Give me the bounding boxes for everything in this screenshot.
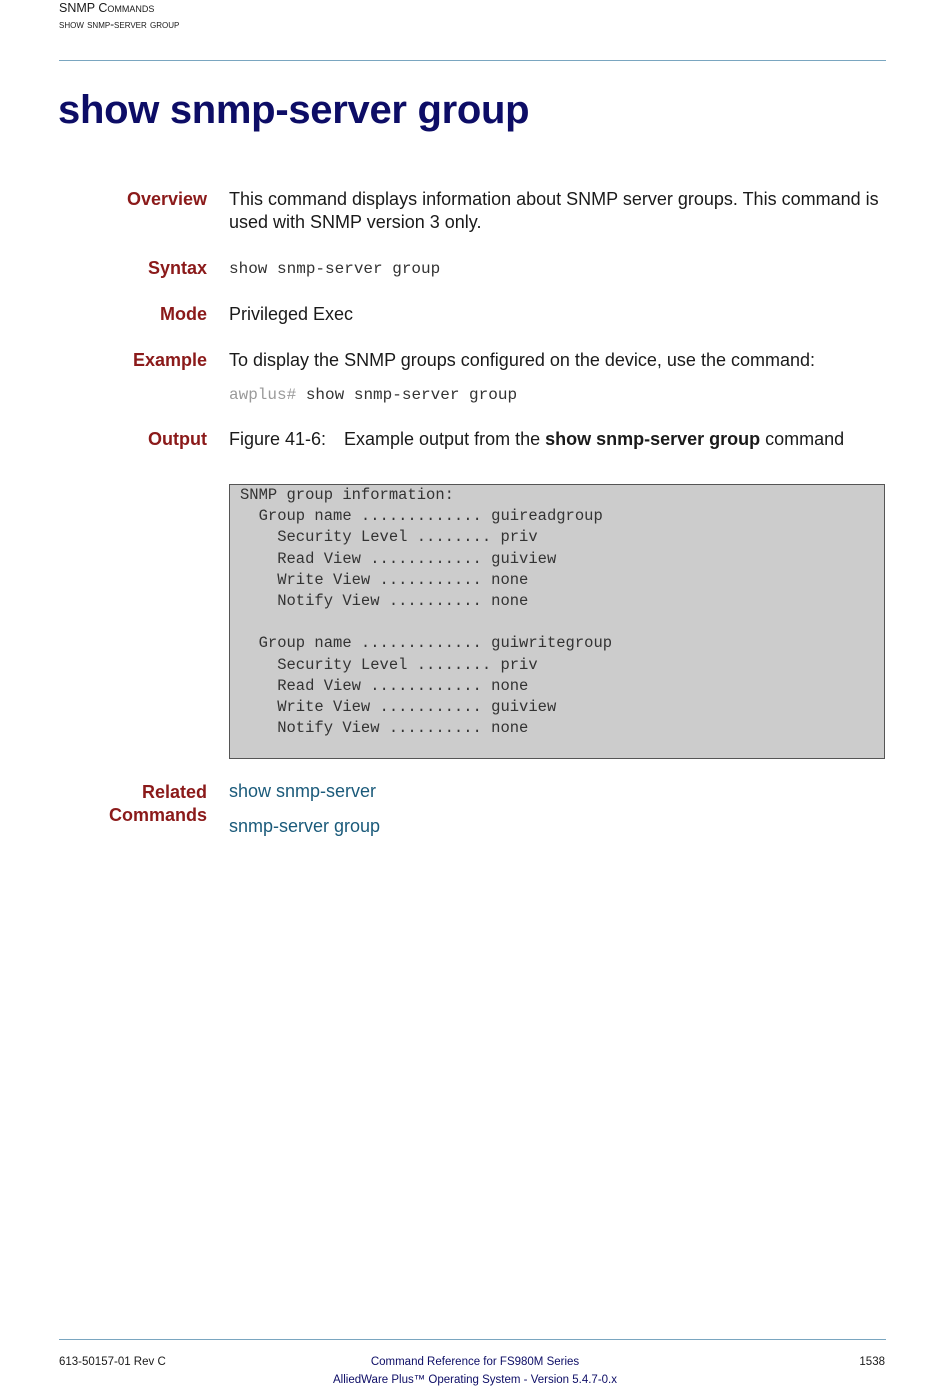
output-line: SNMP group information: <box>240 486 454 504</box>
output-box <box>229 484 885 759</box>
output-text <box>240 485 612 739</box>
page-title: show snmp-server group <box>58 88 530 132</box>
output-line: Group name ............. guiwritegroup <box>240 634 613 653</box>
overview-text <box>229 188 889 234</box>
link-snmp-server-group[interactable]: snmp-server group <box>229 816 381 836</box>
cli-prompt: awplus# <box>229 386 297 404</box>
output-line <box>240 612 612 633</box>
output-line: Security Level ........ priv <box>240 655 538 674</box>
example-text: To display the SNMP groups configured on the device, use the command: <box>229 350 816 370</box>
header-rule <box>59 60 886 61</box>
footer-doc-title: Command Reference for FS980M Series <box>370 1356 580 1368</box>
related-commands-label <box>109 781 207 827</box>
overview-line-1: This command displays information about SNMP server groups. This command is <box>229 189 879 209</box>
running-header-chapter: SNMP Commands <box>59 1 155 15</box>
overview-label: Overview <box>126 189 207 209</box>
mode-text: Privileged Exec <box>229 304 354 324</box>
output-line: Write View ........... guiview <box>240 698 557 717</box>
mode-label: Mode <box>160 304 207 324</box>
footer-os-version: AlliedWare Plus™ Operating System - Version 5.4.7-0.x <box>333 1374 617 1386</box>
footer-rule <box>59 1339 886 1340</box>
output-line: Security Level ........ priv <box>240 528 538 547</box>
output-label: Output <box>148 429 207 449</box>
output-line: Notify View .......... none <box>240 719 529 738</box>
related-label-line-1: Related <box>141 782 207 802</box>
overview-line-2: used with SNMP version 3 only. <box>229 212 482 232</box>
output-line: Group name ............. guireadgroup <box>240 507 603 526</box>
syntax-code: show snmp-server group <box>229 260 441 278</box>
example-command-line <box>229 385 517 405</box>
link-show-snmp-server[interactable]: show snmp-server <box>229 781 377 801</box>
figure-number: Figure 41-6: <box>229 429 327 449</box>
figure-caption <box>229 428 889 451</box>
footer-page-number: 1538 <box>859 1356 885 1368</box>
output-line: Read View ............ none <box>240 676 529 695</box>
example-label: Example <box>132 350 207 370</box>
footer-doc-id: 613-50157-01 Rev C <box>59 1356 166 1368</box>
output-line: Write View ........... none <box>240 570 529 589</box>
running-header-section: show snmp-server group <box>59 19 180 31</box>
figure-caption-command: show snmp-server group <box>545 429 761 449</box>
figure-caption-post: command <box>760 429 845 449</box>
output-line: Read View ............ guiview <box>240 549 557 568</box>
related-label-line-2: Commands <box>108 805 207 825</box>
example-command: show snmp-server group <box>305 386 518 404</box>
figure-caption-pre: Example output from the <box>344 429 546 449</box>
output-line: Notify View .......... none <box>240 592 529 611</box>
syntax-label: Syntax <box>147 258 207 278</box>
